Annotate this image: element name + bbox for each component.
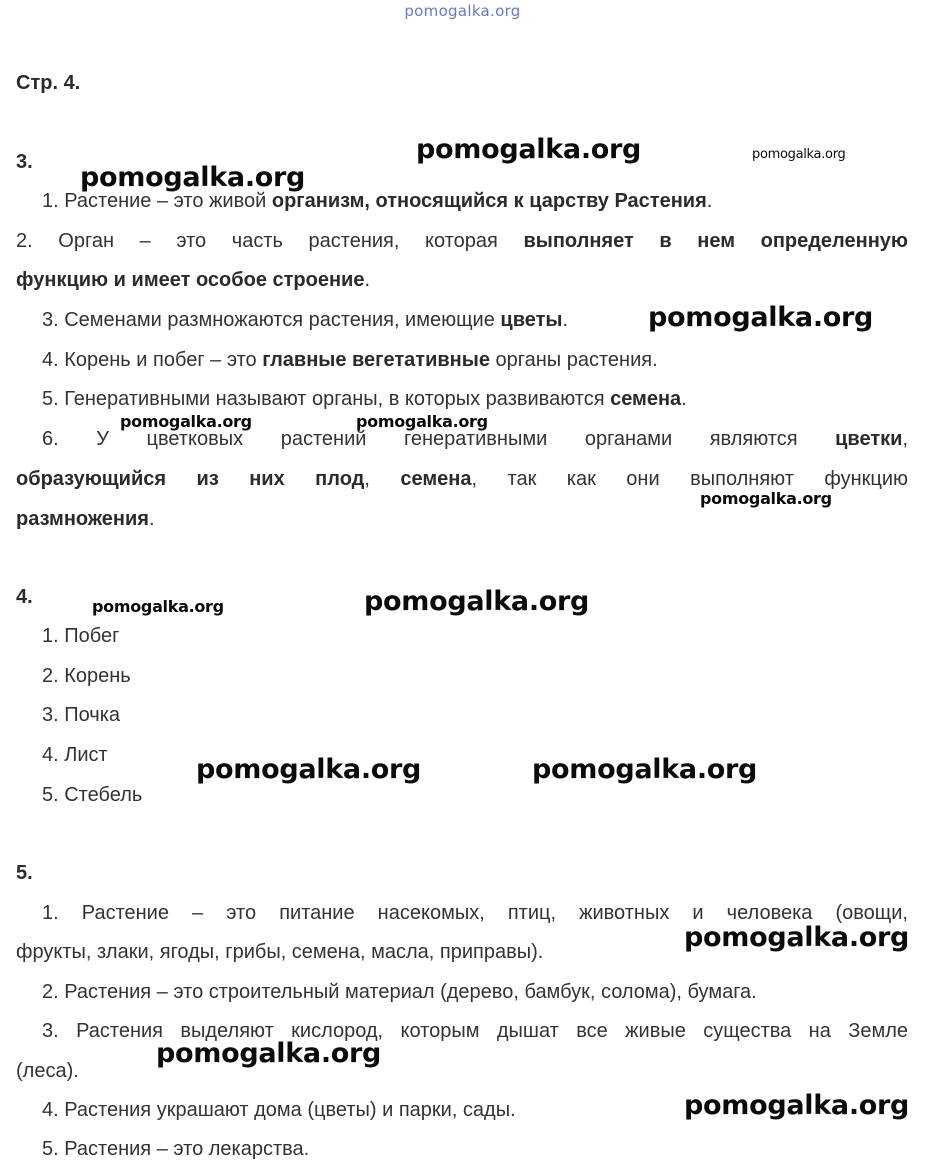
watermark: pomogalka.org [196,754,422,785]
watermark: pomogalka.org [364,586,590,617]
task3-number: 3. [16,151,33,173]
watermark: pomogalka.org [80,162,306,193]
task5-line5: 5. Растения – это лекарства. [42,1138,310,1160]
task3-line2b: функцию и имеет особое строение. [16,269,371,291]
watermark: pomogalka.org [120,412,252,431]
watermark: pomogalka.org [648,302,874,333]
task5-line1b: фрукты, злаки, ягоды, грибы, семена, масла, приправы). [16,941,544,963]
watermark: pomogalka.org [684,922,910,953]
task3-line3: 3. Семенами размножаются растения, имеющие цветы. [42,309,569,331]
watermark: pomogalka.org [700,489,832,508]
task4-item: 1. Побег [42,625,120,647]
task4-item: 5. Стебель [42,784,143,806]
task4-item: 4. Лист [42,744,108,766]
watermark: pomogalka.org [752,147,846,162]
watermark: pomogalka.org [416,134,642,165]
task5-line3b: (леса). [16,1060,79,1082]
task4-item: 3. Почка [42,704,121,726]
watermark: pomogalka.org [356,412,488,431]
task5-line2: 2. Растения – это строительный материал (дерево, бамбук, солома), бумага. [42,981,757,1003]
watermark: pomogalka.org [92,597,224,616]
task3-line4: 4. Корень и побег – это главные вегетативные органы растения. [42,349,658,371]
task3-line2a: 2. Орган – это часть растения, которая выполняет в нем определенную [16,230,908,252]
watermark: pomogalka.org [156,1038,382,1069]
watermark: pomogalka.org [684,1090,910,1121]
task3-line5: 5. Генеративными называют органы, в которых развиваются семена. [42,388,687,410]
task3-line6b: образующийся из них плод, семена, так как они выполняют функцию [16,468,909,490]
task4-number: 4. [16,586,33,608]
task5-number: 5. [16,862,33,884]
task5-line4: 4. Растения украшают дома (цветы) и парки, сады. [42,1099,516,1121]
task5-line3a: 3. Растения выделяют кислород, которым дышат все живые существа на Земле [42,1020,908,1042]
watermark: pomogalka.org [532,754,758,785]
task3-line6c: размножения. [16,508,155,530]
task5-line1a: 1. Растение – это питание насекомых, птиц, животных и человека (овощи, [42,902,908,924]
task3-line6a: 6. У цветковых растений генеративными органами являются цветки, [42,428,908,450]
page-title: Стр. 4. [16,72,81,94]
task4-item: 2. Корень [42,665,131,687]
top-watermark: pomogalka.org [404,2,521,20]
task3-line1: 1. Растение – это живой организм, относящийся к царству Растения. [42,190,713,212]
